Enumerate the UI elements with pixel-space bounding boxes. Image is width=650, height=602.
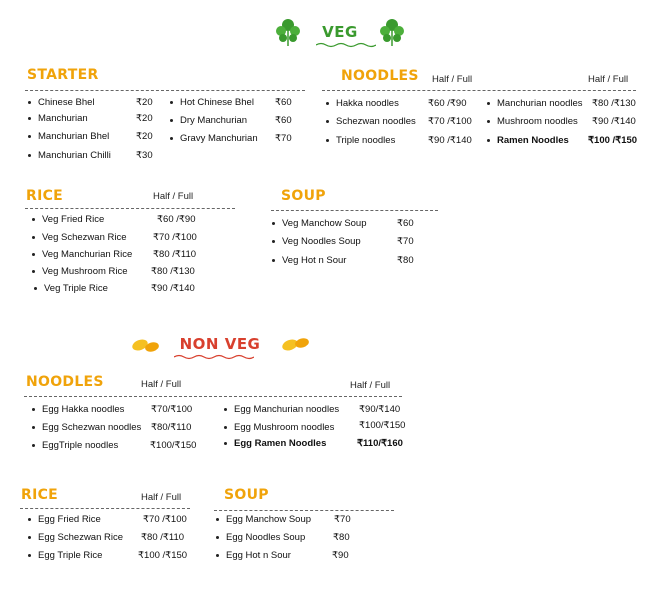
divider [24, 396, 402, 397]
menu-item: Egg Hakka noodles [32, 404, 124, 415]
nonveg-banner [115, 330, 325, 358]
menu-item: Egg Manchow Soup [216, 514, 311, 525]
egg-icon [130, 333, 160, 355]
menu-item-price: ₹80 /₹130 [151, 266, 195, 277]
cilantro-leaf-icon [274, 17, 302, 47]
divider [214, 510, 394, 511]
half-full-label: Half / Full [432, 74, 473, 85]
menu-item: Egg Schezwan Rice [28, 532, 123, 543]
menu-item-price: ₹70 /₹100 [428, 116, 472, 127]
menu-item: Veg Schezwan Rice [32, 232, 127, 243]
divider [20, 508, 190, 509]
menu-item: Ramen Noodles [487, 135, 569, 146]
menu-item-price: ₹60 [275, 97, 292, 108]
menu-item: Manchurian Chilli [28, 150, 111, 161]
menu-item-price: ₹60 /₹90 [157, 214, 196, 225]
divider [322, 90, 636, 91]
menu-item: Veg Triple Rice [34, 283, 108, 294]
wavy-underline [316, 42, 376, 48]
menu-item-price: ₹30 [136, 150, 153, 161]
menu-item-price: ₹20 [136, 97, 153, 108]
menu-item: Egg Fried Rice [28, 514, 101, 525]
starter-title: STARTER [27, 67, 99, 83]
menu-item-price: ₹100/₹150 [359, 420, 406, 431]
menu-item: Manchurian noodles [487, 98, 583, 109]
menu-item: Hot Chinese Bhel [170, 97, 254, 108]
menu-item: EggTriple noodles [32, 440, 118, 451]
menu-item-price: ₹70 [275, 133, 292, 144]
half-full-label: Half / Full [350, 380, 391, 391]
menu-item-price: ₹70 /₹100 [153, 232, 197, 243]
menu-item-price: ₹110/₹160 [357, 438, 403, 449]
menu-item-price: ₹80 [333, 532, 350, 543]
menu-item: Manchurian Bhel [28, 131, 109, 142]
menu-item-price: ₹80 /₹130 [592, 98, 636, 109]
menu-item-price: ₹80 /₹110 [141, 532, 185, 543]
veg-banner [250, 14, 430, 50]
half-full-label: Half / Full [588, 74, 629, 85]
menu-item-price: ₹60 [275, 115, 292, 126]
menu-item-price: ₹90 /₹140 [428, 135, 472, 146]
menu-item-price: ₹90 /₹140 [592, 116, 636, 127]
menu-item-price: ₹60 /₹90 [428, 98, 467, 109]
menu-item-price: ₹70/₹100 [151, 404, 193, 415]
menu-item: Veg Hot n Sour [272, 255, 346, 266]
menu-item: Egg Ramen Noodles [224, 438, 326, 449]
half-full-label: Half / Full [153, 191, 194, 202]
noodles-title: NOODLES [26, 374, 104, 390]
menu-item: Gravy Manchurian [170, 133, 258, 144]
menu-item: Egg Triple Rice [28, 550, 102, 561]
veg-banner-title: VEG [316, 23, 364, 41]
divider [25, 208, 235, 209]
menu-item: Manchurian [28, 113, 88, 124]
menu-item-price: ₹70 [334, 514, 351, 525]
menu-item-price: ₹70 /₹100 [143, 514, 187, 525]
half-full-label: Half / Full [141, 492, 182, 503]
half-full-label: Half / Full [141, 379, 182, 390]
menu-item-price: ₹100 /₹150 [138, 550, 188, 561]
menu-item: Veg Manchow Soup [272, 218, 367, 229]
menu-item-price: ₹20 [136, 131, 153, 142]
menu-item: Egg Schezwan noodles [32, 422, 141, 433]
menu-item: Egg Noodles Soup [216, 532, 305, 543]
menu-item: Mushroom noodles [487, 116, 578, 127]
menu-item-price: ₹90 [332, 550, 349, 561]
menu-item: Schezwan noodles [326, 116, 416, 127]
soup-title: SOUP [224, 487, 269, 503]
menu-item: Egg Mushroom noodles [224, 422, 334, 433]
menu-item-price: ₹80/₹110 [151, 422, 192, 433]
menu-item: Veg Mushroom Rice [32, 266, 128, 277]
menu-item-price: ₹100 /₹150 [588, 135, 638, 146]
menu-item-price: ₹90 /₹140 [151, 283, 195, 294]
menu-item: Veg Manchurian Rice [32, 249, 132, 260]
divider [25, 90, 305, 91]
noodles-title: NOODLES [341, 68, 419, 84]
menu-item-price: ₹100/₹150 [150, 440, 197, 451]
rice-title: RICE [21, 487, 59, 503]
rice-title: RICE [26, 188, 64, 204]
nonveg-banner-title: NON VEG [174, 335, 267, 353]
menu-item: Veg Noodles Soup [272, 236, 361, 247]
menu-item-price: ₹60 [397, 218, 414, 229]
menu-item-price: ₹70 [397, 236, 414, 247]
menu-item-price: ₹20 [136, 113, 153, 124]
wavy-underline [174, 354, 254, 360]
menu-item: Egg Hot n Sour [216, 550, 291, 561]
menu-item-price: ₹80 /₹110 [153, 249, 197, 260]
soup-title: SOUP [281, 188, 326, 204]
menu-item: Egg Manchurian noodles [224, 404, 339, 415]
egg-icon [280, 333, 310, 355]
menu-item: Dry Manchurian [170, 115, 247, 126]
menu-item: Triple noodles [326, 135, 395, 146]
menu-item-price: ₹80 [397, 255, 414, 266]
divider [271, 210, 438, 211]
cilantro-leaf-icon [378, 17, 406, 47]
menu-item: Chinese Bhel [28, 97, 95, 108]
menu-item: Veg Fried Rice [32, 214, 104, 225]
menu-item: Hakka noodles [326, 98, 399, 109]
menu-item-price: ₹90/₹140 [359, 404, 401, 415]
